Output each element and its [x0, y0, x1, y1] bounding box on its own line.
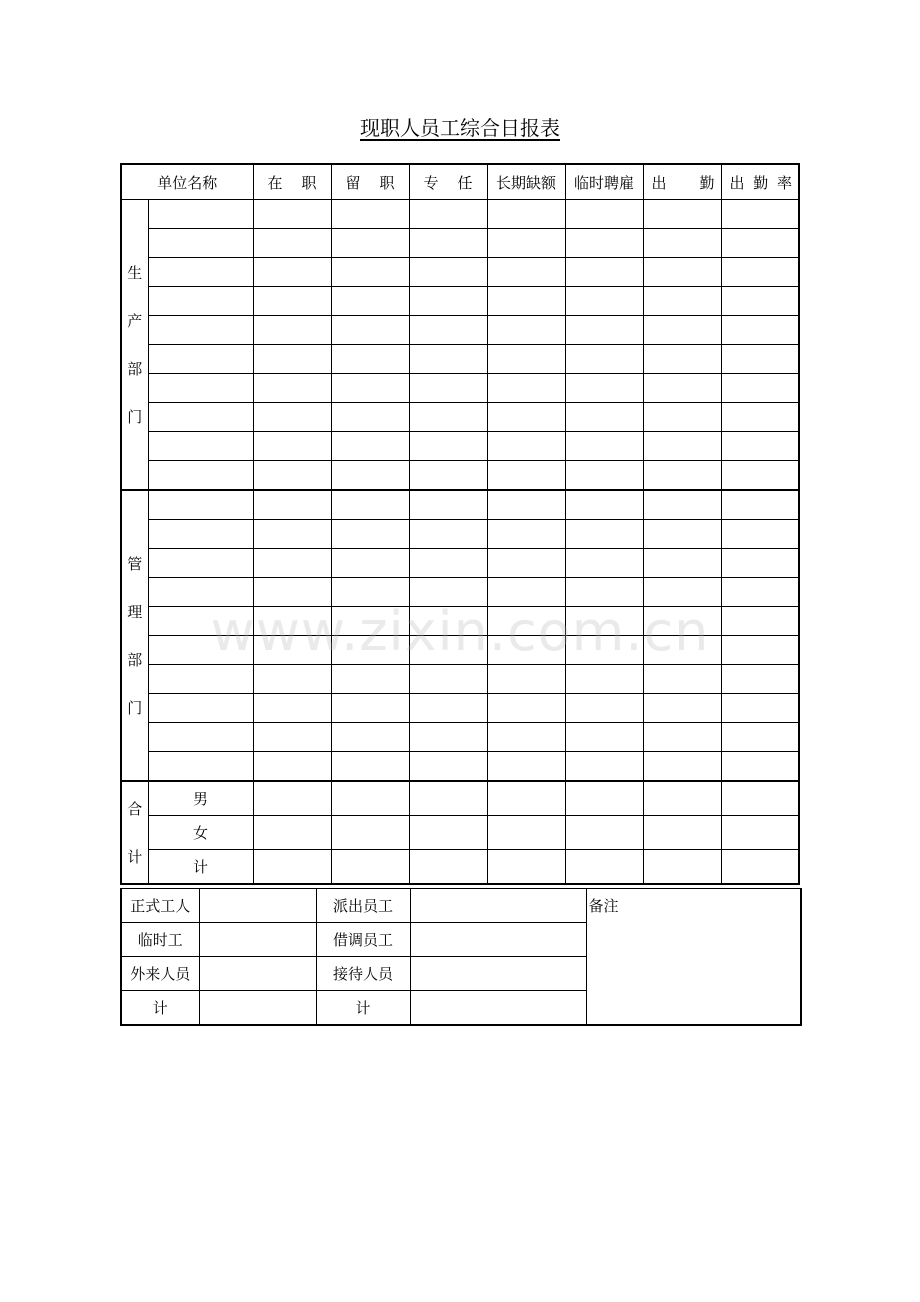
data-cell[interactable] — [331, 229, 409, 258]
section-label-total: 合 计 — [121, 781, 148, 884]
data-cell[interactable] — [331, 461, 409, 491]
data-cell[interactable] — [721, 520, 799, 549]
data-cell[interactable] — [253, 607, 331, 636]
data-cell[interactable] — [253, 636, 331, 665]
data-cell[interactable] — [565, 723, 643, 752]
data-cell[interactable] — [331, 345, 409, 374]
section-label-production: 生 产 部 门 — [121, 200, 148, 491]
unit-name-cell[interactable] — [148, 723, 253, 752]
data-cell[interactable] — [409, 850, 487, 885]
data-cell[interactable] — [253, 781, 331, 816]
data-cell[interactable] — [487, 316, 565, 345]
data-cell[interactable] — [409, 345, 487, 374]
unit-name-cell[interactable] — [148, 607, 253, 636]
data-cell[interactable] — [565, 200, 643, 229]
data-cell[interactable] — [721, 345, 799, 374]
data-cell[interactable] — [409, 607, 487, 636]
unit-name-cell[interactable] — [148, 694, 253, 723]
data-cell[interactable] — [409, 723, 487, 752]
total-row-label: 女 — [148, 816, 253, 850]
data-cell[interactable] — [565, 694, 643, 723]
data-cell[interactable] — [565, 432, 643, 461]
data-cell[interactable] — [721, 781, 799, 816]
data-cell[interactable] — [253, 461, 331, 491]
data-cell[interactable] — [643, 694, 721, 723]
data-cell[interactable] — [487, 287, 565, 316]
data-cell[interactable] — [565, 607, 643, 636]
data-cell[interactable] — [487, 520, 565, 549]
data-cell[interactable] — [409, 490, 487, 520]
unit-name-cell[interactable] — [148, 345, 253, 374]
label-subtotal-right: 计 — [316, 991, 410, 1026]
data-cell[interactable] — [487, 461, 565, 491]
data-cell[interactable] — [409, 374, 487, 403]
header-retained: 留 职 — [331, 164, 409, 200]
data-cell[interactable] — [721, 287, 799, 316]
data-cell[interactable] — [409, 781, 487, 816]
remarks-label: 备注 — [588, 897, 619, 915]
summary-row — [121, 889, 801, 923]
data-cell[interactable] — [331, 665, 409, 694]
data-cell[interactable] — [331, 723, 409, 752]
data-cell[interactable] — [487, 816, 565, 850]
unit-name-cell[interactable] — [148, 258, 253, 287]
data-cell[interactable] — [565, 229, 643, 258]
data-cell[interactable] — [331, 374, 409, 403]
unit-name-cell[interactable] — [148, 665, 253, 694]
data-cell[interactable] — [409, 549, 487, 578]
data-cell[interactable] — [409, 665, 487, 694]
data-cell[interactable] — [487, 665, 565, 694]
data-cell[interactable] — [253, 432, 331, 461]
data-cell[interactable] — [409, 432, 487, 461]
table-row — [121, 287, 799, 316]
data-cell[interactable] — [331, 316, 409, 345]
label-outside-staff: 外来人员 — [121, 957, 199, 991]
data-cell[interactable] — [565, 850, 643, 885]
data-cell[interactable] — [487, 374, 565, 403]
label-regular-workers: 正式工人 — [121, 889, 199, 923]
unit-name-cell[interactable] — [148, 578, 253, 607]
label-seconded-staff: 借调员工 — [316, 923, 410, 957]
data-cell[interactable] — [487, 549, 565, 578]
data-cell[interactable] — [643, 549, 721, 578]
data-cell[interactable] — [409, 520, 487, 549]
data-cell[interactable] — [565, 374, 643, 403]
data-cell[interactable] — [643, 578, 721, 607]
table-row — [121, 636, 799, 665]
table-row — [121, 850, 799, 885]
data-cell[interactable] — [643, 229, 721, 258]
data-cell[interactable] — [565, 403, 643, 432]
data-cell[interactable] — [565, 345, 643, 374]
staff-summary-table — [120, 888, 802, 1026]
header-full-time: 专 任 — [409, 164, 487, 200]
data-cell[interactable] — [643, 752, 721, 782]
data-cell[interactable] — [331, 258, 409, 287]
data-cell[interactable] — [643, 345, 721, 374]
data-cell[interactable] — [331, 816, 409, 850]
label-dispatched-staff: 派出员工 — [316, 889, 410, 923]
data-cell[interactable] — [409, 752, 487, 782]
data-cell[interactable] — [565, 781, 643, 816]
data-cell[interactable] — [331, 752, 409, 782]
value-temp-workers[interactable] — [199, 923, 316, 957]
data-cell[interactable] — [643, 816, 721, 850]
table-row — [121, 490, 799, 520]
data-cell[interactable] — [721, 636, 799, 665]
data-cell[interactable] — [643, 850, 721, 885]
data-cell[interactable] — [253, 316, 331, 345]
data-cell[interactable] — [721, 403, 799, 432]
data-cell[interactable] — [409, 694, 487, 723]
unit-name-cell[interactable] — [148, 287, 253, 316]
data-cell[interactable] — [487, 432, 565, 461]
data-cell[interactable] — [565, 461, 643, 491]
label-reception-staff: 接待人员 — [316, 957, 410, 991]
data-cell[interactable] — [409, 258, 487, 287]
unit-name-cell[interactable] — [148, 752, 253, 782]
data-cell[interactable] — [409, 316, 487, 345]
unit-name-cell[interactable] — [148, 403, 253, 432]
data-cell[interactable] — [721, 694, 799, 723]
value-subtotal-right[interactable] — [410, 991, 586, 1026]
data-cell[interactable] — [643, 781, 721, 816]
data-cell[interactable] — [331, 578, 409, 607]
unit-name-cell[interactable] — [148, 432, 253, 461]
table-row — [121, 403, 799, 432]
data-cell[interactable] — [409, 403, 487, 432]
data-cell[interactable] — [487, 490, 565, 520]
data-cell[interactable] — [643, 607, 721, 636]
data-cell[interactable] — [487, 723, 565, 752]
value-reception-staff[interactable] — [410, 957, 586, 991]
value-dispatched-staff[interactable] — [410, 889, 586, 923]
data-cell[interactable] — [487, 229, 565, 258]
data-cell[interactable] — [643, 490, 721, 520]
data-cell[interactable] — [721, 816, 799, 850]
table-row — [121, 781, 799, 816]
header-row — [121, 164, 799, 200]
header-long-term-vacancy: 长期缺额 — [487, 164, 565, 200]
data-cell[interactable] — [253, 723, 331, 752]
data-cell[interactable] — [253, 200, 331, 229]
data-cell[interactable] — [565, 578, 643, 607]
data-cell[interactable] — [253, 287, 331, 316]
data-cell[interactable] — [643, 403, 721, 432]
data-cell[interactable] — [565, 816, 643, 850]
data-cell[interactable] — [721, 432, 799, 461]
data-cell[interactable] — [643, 316, 721, 345]
data-cell[interactable] — [409, 636, 487, 665]
data-cell[interactable] — [253, 258, 331, 287]
data-cell[interactable] — [253, 520, 331, 549]
data-cell[interactable] — [721, 200, 799, 229]
data-cell[interactable] — [409, 229, 487, 258]
data-cell[interactable] — [721, 607, 799, 636]
data-cell[interactable] — [565, 287, 643, 316]
data-cell[interactable] — [565, 490, 643, 520]
data-cell[interactable] — [721, 229, 799, 258]
table-row — [121, 694, 799, 723]
data-cell[interactable] — [721, 374, 799, 403]
data-cell[interactable] — [721, 752, 799, 782]
data-cell[interactable] — [721, 665, 799, 694]
data-cell[interactable] — [721, 723, 799, 752]
label-subtotal-left: 计 — [121, 991, 199, 1026]
title-text: 现职人员工综合日报表 — [360, 116, 560, 140]
unit-name-cell[interactable] — [148, 316, 253, 345]
header-temp-hire: 临时聘雇 — [565, 164, 643, 200]
table-row — [121, 229, 799, 258]
data-cell[interactable] — [253, 816, 331, 850]
data-cell[interactable] — [487, 781, 565, 816]
data-cell[interactable] — [643, 636, 721, 665]
data-cell[interactable] — [253, 665, 331, 694]
remarks-cell[interactable] — [586, 889, 801, 1026]
table-row — [121, 258, 799, 287]
data-cell[interactable] — [253, 403, 331, 432]
data-cell[interactable] — [487, 258, 565, 287]
daily-report-table — [120, 163, 800, 885]
unit-name-cell[interactable] — [148, 229, 253, 258]
section-label-management: 管 理 部 门 — [121, 490, 148, 781]
data-cell[interactable] — [643, 258, 721, 287]
data-cell[interactable] — [487, 694, 565, 723]
data-cell[interactable] — [409, 461, 487, 491]
data-cell[interactable] — [487, 578, 565, 607]
header-attendance-rate: 出 勤 率 — [721, 164, 799, 200]
data-cell[interactable] — [565, 665, 643, 694]
total-row-label: 计 — [148, 850, 253, 885]
data-cell[interactable] — [643, 374, 721, 403]
table-row — [121, 549, 799, 578]
unit-name-cell[interactable] — [148, 549, 253, 578]
unit-name-cell[interactable] — [148, 490, 253, 520]
unit-name-cell[interactable] — [148, 520, 253, 549]
data-cell[interactable] — [331, 432, 409, 461]
table-row — [121, 578, 799, 607]
data-cell[interactable] — [643, 665, 721, 694]
unit-name-cell[interactable] — [148, 200, 253, 229]
data-cell[interactable] — [487, 607, 565, 636]
data-cell[interactable] — [487, 752, 565, 782]
data-cell[interactable] — [565, 549, 643, 578]
table-row — [121, 432, 799, 461]
data-cell[interactable] — [643, 287, 721, 316]
watermark: www.zixin.com.cn — [210, 600, 710, 663]
data-cell[interactable] — [721, 490, 799, 520]
data-cell[interactable] — [409, 200, 487, 229]
data-cell[interactable] — [331, 607, 409, 636]
data-cell[interactable] — [331, 403, 409, 432]
header-on-duty: 在 职 — [253, 164, 331, 200]
data-cell[interactable] — [721, 316, 799, 345]
data-cell[interactable] — [253, 229, 331, 258]
data-cell[interactable] — [721, 461, 799, 491]
data-cell[interactable] — [565, 520, 643, 549]
data-cell[interactable] — [253, 345, 331, 374]
table-row — [121, 752, 799, 782]
data-cell[interactable] — [565, 752, 643, 782]
data-cell[interactable] — [721, 578, 799, 607]
table-row — [121, 816, 799, 850]
table-row — [121, 374, 799, 403]
label-temp-workers: 临时工 — [121, 923, 199, 957]
data-cell[interactable] — [409, 816, 487, 850]
data-cell[interactable] — [565, 636, 643, 665]
data-cell[interactable] — [643, 723, 721, 752]
data-cell[interactable] — [331, 694, 409, 723]
data-cell[interactable] — [331, 200, 409, 229]
table-row — [121, 520, 799, 549]
data-cell[interactable] — [643, 432, 721, 461]
value-regular-workers[interactable] — [199, 889, 316, 923]
data-cell[interactable] — [487, 403, 565, 432]
data-cell[interactable] — [487, 636, 565, 665]
table-row — [121, 461, 799, 491]
data-cell[interactable] — [487, 200, 565, 229]
data-cell[interactable] — [721, 549, 799, 578]
header-unit-name: 单位名称 — [121, 164, 253, 200]
value-seconded-staff[interactable] — [410, 923, 586, 957]
data-cell[interactable] — [487, 345, 565, 374]
data-cell[interactable] — [643, 520, 721, 549]
table-row — [121, 723, 799, 752]
value-subtotal-left[interactable] — [199, 991, 316, 1026]
data-cell[interactable] — [565, 316, 643, 345]
data-cell[interactable] — [487, 850, 565, 885]
table-row — [121, 200, 799, 229]
table-row — [121, 345, 799, 374]
header-attendance: 出 勤 — [643, 164, 721, 200]
unit-name-cell[interactable] — [148, 461, 253, 491]
data-cell[interactable] — [331, 490, 409, 520]
data-cell[interactable] — [331, 636, 409, 665]
data-cell[interactable] — [409, 578, 487, 607]
data-cell[interactable] — [253, 490, 331, 520]
value-outside-staff[interactable] — [199, 957, 316, 991]
unit-name-cell[interactable] — [148, 636, 253, 665]
data-cell[interactable] — [331, 549, 409, 578]
data-cell[interactable] — [565, 258, 643, 287]
data-cell[interactable] — [721, 258, 799, 287]
table-row — [121, 607, 799, 636]
page-title — [0, 112, 920, 141]
unit-name-cell[interactable] — [148, 374, 253, 403]
total-row-label: 男 — [148, 781, 253, 816]
data-cell[interactable] — [643, 200, 721, 229]
data-cell[interactable] — [253, 549, 331, 578]
data-cell[interactable] — [253, 578, 331, 607]
data-cell[interactable] — [331, 520, 409, 549]
data-cell[interactable] — [643, 461, 721, 491]
data-cell[interactable] — [253, 752, 331, 782]
data-cell[interactable] — [331, 850, 409, 885]
data-cell[interactable] — [721, 850, 799, 885]
data-cell[interactable] — [331, 781, 409, 816]
data-cell[interactable] — [331, 287, 409, 316]
table-row — [121, 665, 799, 694]
table-row — [121, 316, 799, 345]
data-cell[interactable] — [253, 694, 331, 723]
data-cell[interactable] — [253, 850, 331, 885]
data-cell[interactable] — [253, 374, 331, 403]
data-cell[interactable] — [409, 287, 487, 316]
